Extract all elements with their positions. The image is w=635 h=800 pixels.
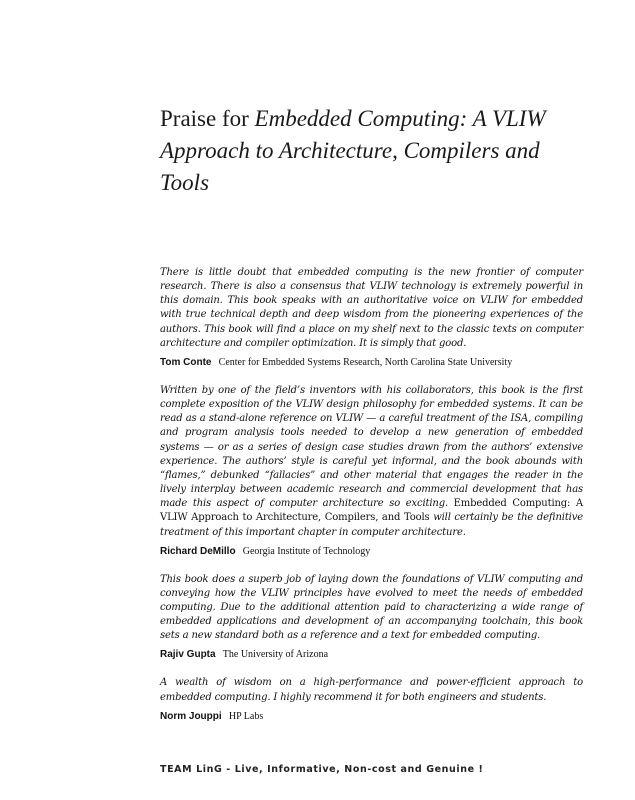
- endorsement-gupta: [160, 573, 583, 663]
- endorsement-jouppi: [160, 676, 583, 723]
- endorser-affiliation: Center for Embedded Systems Research, North Carolina State University: [218, 356, 513, 368]
- endorser-name: Richard DeMillo: [160, 545, 236, 557]
- endorser-name: Norm Jouppi: [160, 710, 222, 722]
- endorsement-attribution: [160, 545, 583, 559]
- endorsement-attribution: [160, 356, 583, 370]
- endorsement-conte: [160, 266, 583, 370]
- quote-part-1: Written by one of the field’s inventors with his collaborators, this book is the first complete exposition of the VLIW design philosophy for embedded systems. It can be read as a stand-alone reference on VLIW — a careful treatment of the ISA, compiling and program analysis tools needed to develop a new generation of embedded systems — or as a series of design case studies drawn from the authors’ extensive experience. The authors’ style is careful yet informal, and the book abounds with “flames,” debunked “fallacies” and other material that engages the reader in the lively interplay between academic research and commercial development that has made this aspect of computer architecture so exciting.: [160, 384, 583, 510]
- endorsement-attribution: [160, 648, 583, 662]
- title-prefix: Praise for: [160, 106, 255, 131]
- page-title: [160, 103, 590, 199]
- endorsement-attribution: [160, 710, 583, 724]
- endorser-affiliation: The University of Arizona: [222, 649, 329, 661]
- endorsement-quote: [160, 384, 583, 540]
- endorsement-demillo: [160, 384, 583, 559]
- endorser-name: Rajiv Gupta: [160, 649, 216, 661]
- endorsement-quote: There is little doubt that embedded computing is the new frontier of computer research. There is also a consensus that VLIW technology is extremely powerful in this domain. This book speaks with an authoritative voice on VLIW for embedded with true technical depth and deep wisdom from the pioneering experiences of the authors. This book will find a place on my shelf next to the classic texts on computer architecture and compiler optimization. It is simply that good.: [160, 267, 583, 349]
- endorsement-quote: This book does a superb job of laying down the foundations of VLIW computing and conveying how the VLIW principles have evolved to meet the needs of embedded computing. Due to the additional attention paid to characterizing a wide range of embedded applications and development of an accompanying toolchain, this book sets a new standard both as a reference and a text for embedded computing.: [160, 573, 583, 642]
- endorsement-quote: A wealth of wisdom on a high-performance and power-efficient approach to embedded computing. I highly recommend it for both engineers and students.: [160, 677, 583, 703]
- endorser-name: Tom Conte: [160, 356, 212, 368]
- quote-part-2: will certainly be the definitive treatment of this important chapter in computer architecture.: [160, 512, 583, 538]
- quote-book-title: Embedded Computing: A VLIW Approach to Architecture, Compilers, and Tools: [160, 498, 584, 524]
- book-title: Embedded Computing: A VLIW Approach to Architecture, Compilers and Tools: [160, 106, 546, 195]
- endorsements-list: [160, 266, 583, 738]
- endorser-affiliation: HP Labs: [228, 710, 264, 722]
- endorser-affiliation: Georgia Institute of Technology: [242, 545, 371, 557]
- footer-banner: TEAM LinG - Live, Informative, Non-cost and Genuine !: [160, 764, 484, 775]
